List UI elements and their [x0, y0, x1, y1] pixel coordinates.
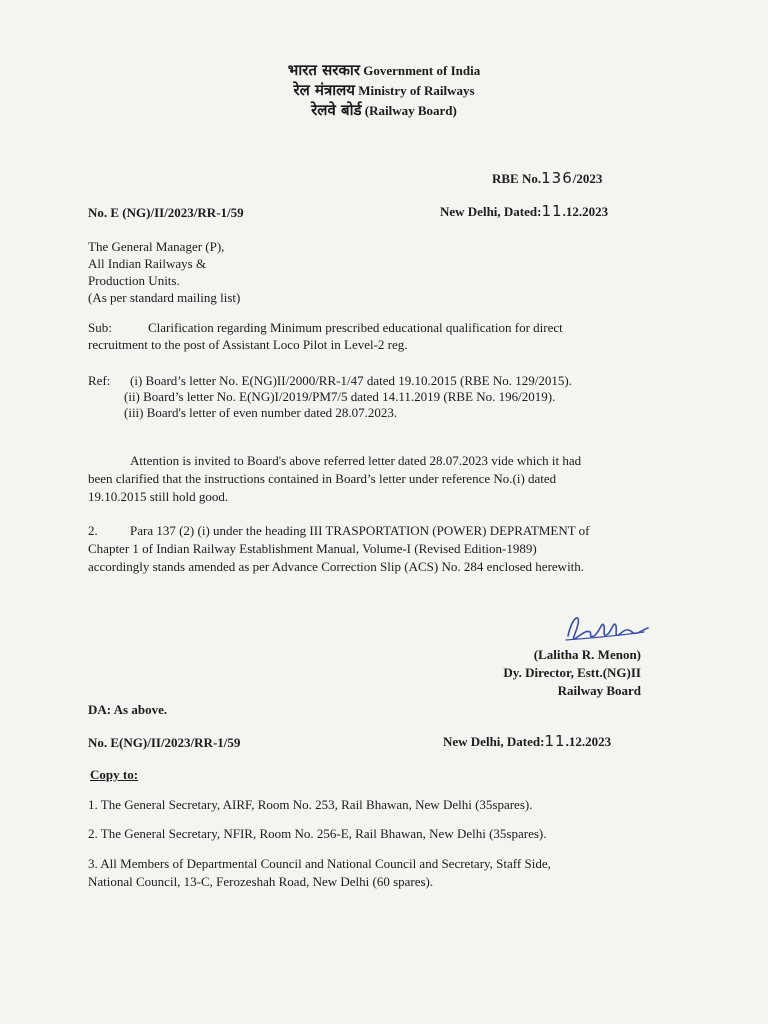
copy-to-item: 2. The General Secretary, NFIR, Room No. 256-E, Rail Bhawan, New Delhi (35spares). [88, 826, 547, 841]
addressee-line: (As per standard mailing list) [88, 290, 241, 305]
copy-file-number: No. E(NG)/II/2023/RR-1/59 [88, 735, 241, 750]
para-2-line: Para 137 (2) (i) under the heading III TRASPORTATION (POWER) DEPRATMENT of [130, 523, 590, 538]
para-1-line: Attention is invited to Board's above referred letter dated 28.07.2023 vide which it had [130, 453, 582, 468]
addressee-line: Production Units. [88, 273, 180, 288]
handwritten-signature [562, 608, 652, 646]
header-line-3: रेलवे बोर्ड (Railway Board) [311, 101, 457, 119]
copy-date: New Delhi, Dated:11.12.2023 [443, 732, 612, 750]
addressee-line: The General Manager (P), [88, 239, 225, 254]
subject-label: Sub: [88, 320, 112, 335]
para-2-line: accordingly stands amended as per Advance Correction Slip (ACS) No. 284 enclosed herewith. [88, 559, 585, 574]
signatory-designation: Dy. Director, Estt.(NG)II [503, 665, 641, 680]
reference-item: (iii) Board's letter of even number dated 28.07.2023. [124, 405, 398, 420]
copy-to-item: 3. All Members of Departmental Council and National Council and Secretary, Staff Side, [88, 856, 551, 871]
reference-item: (i) Board’s letter No. E(NG)II/2000/RR-1/47 dated 19.10.2015 (RBE No. 129/2015). [130, 373, 572, 388]
signatory-name: (Lalitha R. Menon) [533, 647, 641, 662]
signatory-office: Railway Board [557, 683, 641, 698]
rbe-number: RBE No.136/2023 [492, 169, 603, 187]
header-line-2: रेल मंत्रालय Ministry of Railways [293, 81, 475, 99]
addressee-block [88, 238, 240, 306]
para-2-number: 2. [88, 523, 98, 538]
letter-date: New Delhi, Dated:11.12.2023 [440, 202, 609, 220]
copy-to-heading: Copy to: [90, 767, 139, 782]
addressee-line: All Indian Railways & [88, 256, 207, 271]
header-line-1: भारत सरकार Government of India [287, 61, 481, 79]
copy-to-item: National Council, 13-C, Ferozeshah Road, New Delhi (60 spares). [88, 874, 434, 889]
para-2-line: Chapter 1 of Indian Railway Establishment Manual, Volume-I (Revised Edition-1989) [88, 541, 537, 556]
subject-line-2: recruitment to the post of Assistant Loco Pilot in Level-2 reg. [88, 337, 408, 352]
para-1-line: 19.10.2015 still hold good. [88, 489, 229, 504]
copy-to-item: 1. The General Secretary, AIRF, Room No. 253, Rail Bhawan, New Delhi (35spares). [88, 797, 533, 812]
reference-label: Ref: [88, 373, 111, 388]
file-number: No. E (NG)/II/2023/RR-1/59 [88, 205, 244, 220]
subject-line-1: Clarification regarding Minimum prescribed educational qualification for direct [148, 320, 563, 335]
reference-item: (ii) Board’s letter No. E(NG)I/2019/PM7/5 dated 14.11.2019 (RBE No. 196/2019). [124, 389, 556, 404]
enclosure-note: DA: As above. [88, 702, 168, 717]
para-1-line: been clarified that the instructions contained in Board’s letter under reference No.(i) dated [88, 471, 557, 486]
